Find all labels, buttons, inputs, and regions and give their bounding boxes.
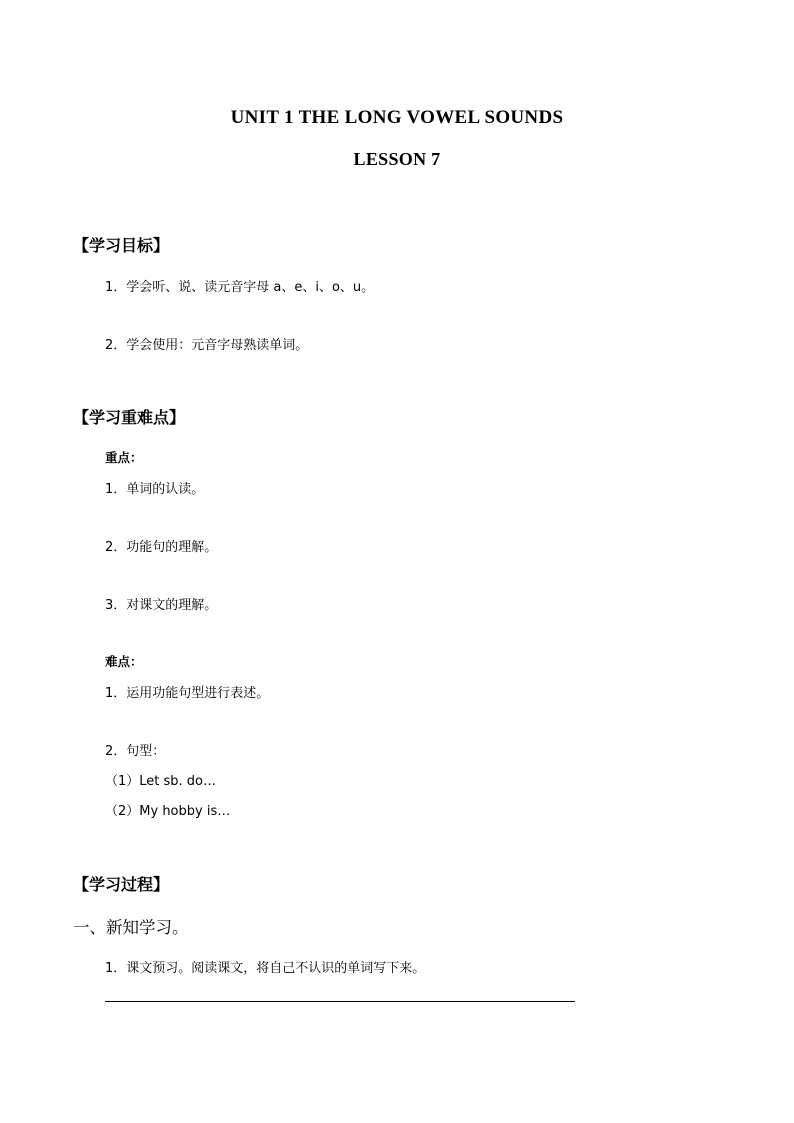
focus-label: 重点：: [105, 450, 143, 465]
focus-item-1: 1．单词的认读。: [105, 482, 205, 497]
answer-line[interactable]: [105, 1001, 575, 1002]
key-points-heading: 【学习重难点】: [73, 408, 186, 427]
objectives-heading: 【学习目标】: [73, 236, 170, 255]
pattern-item-1: （1）Let sb. do…: [105, 774, 217, 789]
focus-item-3: 3．对课文的理解。: [105, 598, 218, 613]
focus-item-2: 2．功能句的理解。: [105, 540, 218, 555]
objective-item-1: 1．学会听、说、读元音字母 a、e、i、o、u。: [105, 280, 375, 295]
difficult-item-1: 1．运用功能句型进行表述。: [105, 686, 270, 701]
objective-item-2: 2．学会使用：元音字母熟读单词。: [105, 338, 309, 353]
task-one: 1．课文预习。阅读课文，将自己不认识的单词写下来。: [105, 961, 426, 976]
difficult-label: 难点：: [105, 654, 143, 669]
pattern-item-2: （2）My hobby is…: [105, 804, 231, 819]
lesson-title: LESSON 7: [353, 149, 441, 169]
part-one-heading: 一、新知学习。: [73, 918, 189, 937]
process-heading: 【学习过程】: [73, 875, 170, 894]
unit-title: UNIT 1 THE LONG VOWEL SOUNDS: [230, 107, 564, 128]
difficult-item-2: 2．句型：: [105, 744, 166, 759]
